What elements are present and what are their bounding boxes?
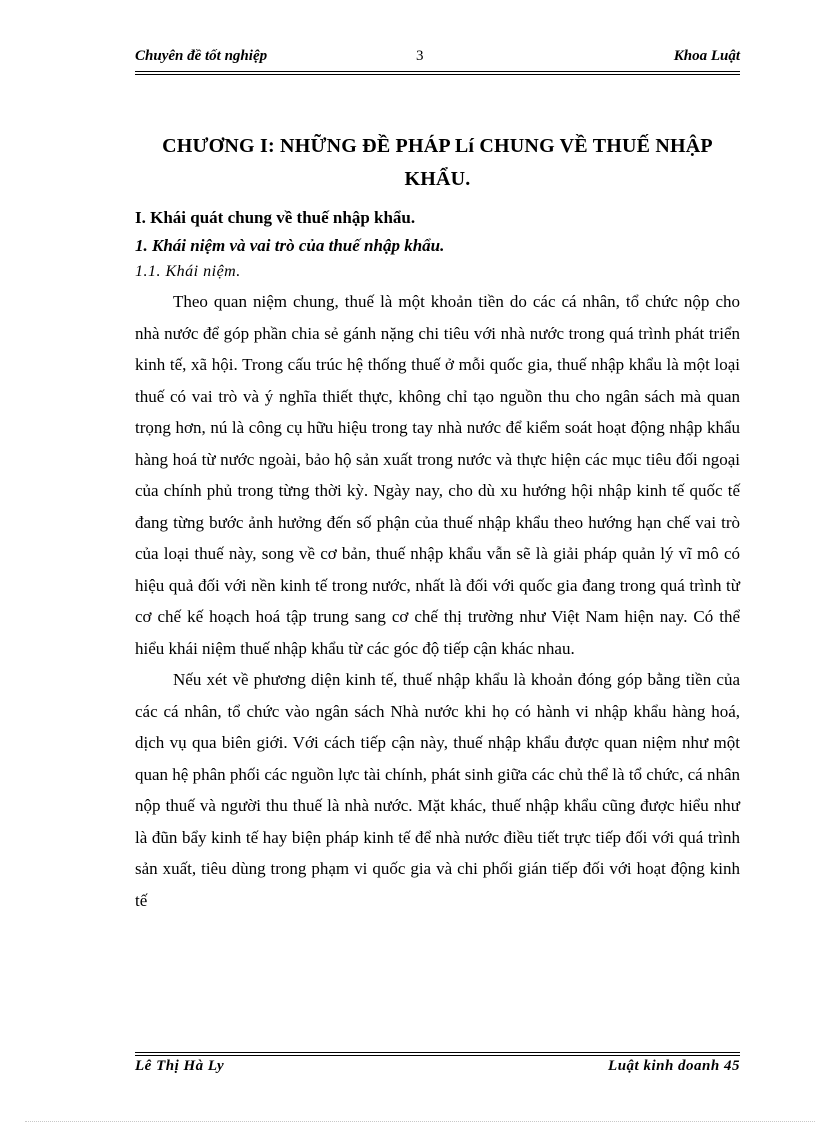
paragraph: Nếu xét về phương diện kinh tế, thuế nhập khẩu là khoản đóng góp bằng tiền của các cá nhân, tổ chức vào ngân sách Nhà nước khi họ có hành vi nhập khẩu hàng hoá, dịch vụ qua biên giới. Với cách tiếp cận này, thuế nhập khẩu được quan niệm như một quan hệ phân phối các nguồn lực tài chính, phát sinh giữa các chủ thể là tổ chức, cá nhân nộp thuế và người thu thuế là nhà nước. Mặt khác, thuế nhập khẩu cũng được hiểu như là đũn bẩy kinh tế hay biện pháp kinh tế để nhà nước điều tiết trực tiếp đối với quá trình sản xuất, tiêu dùng trong phạm vi quốc gia và chi phối gián tiếp đối với hoạt động kinh tế — [135, 670, 740, 910]
page-header — [135, 48, 740, 70]
footer-divider — [135, 1052, 740, 1056]
section-heading-1-1-1: 1.1. Khái niệm. — [135, 263, 241, 280]
body-text — [135, 286, 740, 916]
header-left-text: Chuyên đề tốt nghiệp — [135, 48, 268, 64]
chapter-title: CHƯƠNG I: NHỮNG ĐỀ PHÁP Lí CHUNG VỀ THUẾ NHẬP KHẨU. — [162, 135, 713, 190]
footer-author: Lê Thị Hà Ly — [135, 1058, 225, 1074]
header-right-text: Khoa Luật — [673, 48, 740, 64]
section-heading-1-1: 1. Khái niệm và vai trò của thuế nhập khẩu. — [135, 236, 445, 255]
footer-class: Luật kinh doanh 45 — [608, 1058, 740, 1074]
page-footer — [135, 1058, 740, 1080]
header-divider — [135, 71, 740, 75]
page-edge — [25, 1121, 815, 1122]
paragraph: Theo quan niệm chung, thuế là một khoản tiền do các cá nhân, tổ chức nộp cho nhà nước để góp phần chia sẻ gánh nặng chi tiêu với nhà nước trong quá trình phát triển kinh tế, xã hội. Trong cấu trúc hệ thống thuế ở mỗi quốc gia, thuế nhập khẩu là một loại thuế có vai trò và ý nghĩa thiết thực, không chỉ tạo nguồn thu cho ngân sách mà quan trọng hơn, nú là công cụ hữu hiệu trong tay nhà nước để kiểm soát hoạt động nhập khẩu hàng hoá từ nước ngoài, bảo hộ sản xuất trong nước và thực hiện các mục tiêu đối ngoại của chính phủ trong từng thời kỳ. Ngày nay, cho dù xu hướng hội nhập kinh tế quốc tế đang từng bước ảnh hưởng đến số phận của thuế nhập khẩu theo hướng hạn chế vai trò của loại thuế này, song về cơ bản, thuế nhập khẩu vẫn sẽ là giải pháp quản lý vĩ mô có hiệu quả đối với nền kinh tế trong nước, nhất là đối với quốc gia đang trong quá trình từ cơ chế kế hoạch hoá tập trung sang cơ chế thị trường như Việt Nam hiện nay. Có thể hiểu khái niệm thuế nhập khẩu từ các góc độ tiếp cận khác nhau. — [135, 292, 740, 658]
section-heading-1: I. Khái quát chung về thuế nhập khẩu. — [135, 208, 416, 227]
page-number: 3 — [416, 48, 424, 64]
